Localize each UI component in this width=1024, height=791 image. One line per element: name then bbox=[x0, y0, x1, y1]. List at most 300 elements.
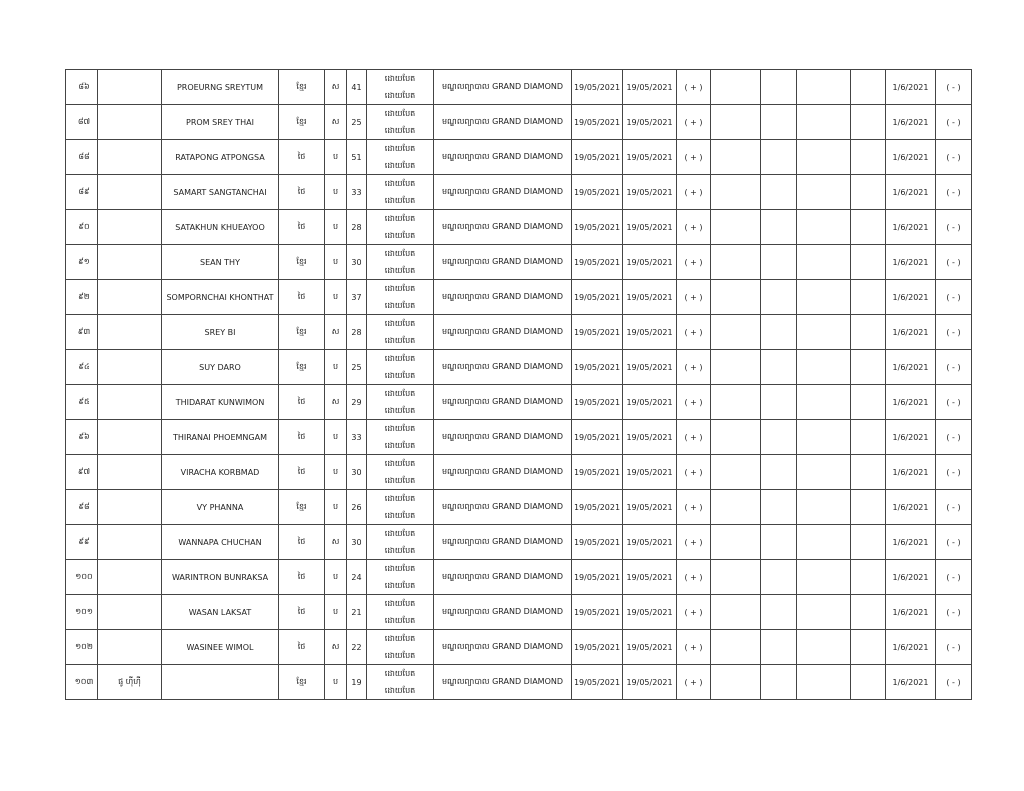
vaccine-line-1: ដោយបែត bbox=[384, 634, 416, 643]
empty-cell bbox=[851, 140, 886, 175]
negative-result-cell: ( - ) bbox=[936, 560, 972, 595]
empty-cell bbox=[797, 140, 851, 175]
sex-cell: ស bbox=[325, 105, 347, 140]
positive-result-cell: ( + ) bbox=[677, 490, 711, 525]
result-date-cell: 19/05/2021 bbox=[623, 490, 677, 525]
discharge-date-cell: 1/6/2021 bbox=[886, 210, 936, 245]
empty-cell bbox=[711, 70, 761, 105]
positive-result-cell: ( + ) bbox=[677, 315, 711, 350]
vaccine-line-1: ដោយបែត bbox=[384, 354, 416, 363]
discharge-date-cell: 1/6/2021 bbox=[886, 525, 936, 560]
sex-cell: ប bbox=[325, 175, 347, 210]
sex-cell: ប bbox=[325, 490, 347, 525]
table-body bbox=[66, 70, 972, 700]
empty-cell bbox=[711, 140, 761, 175]
vaccine-line-1: ដោយបែត bbox=[384, 179, 416, 188]
alias-cell bbox=[98, 245, 162, 280]
sex-cell: ស bbox=[325, 385, 347, 420]
result-date-cell: 19/05/2021 bbox=[623, 665, 677, 700]
treatment-site-cell: មណ្ឌលព្យាបាល GRAND DIAMOND bbox=[434, 280, 572, 315]
alias-cell bbox=[98, 385, 162, 420]
vaccine-cell bbox=[367, 630, 434, 665]
negative-result-cell: ( - ) bbox=[936, 385, 972, 420]
vaccine-line-1: ដោយបែត bbox=[384, 74, 416, 83]
nationality-cell: ខ្មែរ bbox=[279, 70, 325, 105]
vaccine-line-2: ដោយបែត bbox=[384, 231, 416, 240]
vaccine-cell bbox=[367, 175, 434, 210]
empty-cell bbox=[851, 420, 886, 455]
vaccine-line-2: ដោយបែត bbox=[384, 441, 416, 450]
empty-cell bbox=[851, 105, 886, 140]
sex-cell: ប bbox=[325, 420, 347, 455]
nationality-cell: ថៃ bbox=[279, 525, 325, 560]
discharge-date-cell: 1/6/2021 bbox=[886, 105, 936, 140]
empty-cell bbox=[797, 280, 851, 315]
empty-cell bbox=[851, 665, 886, 700]
vaccine-cell bbox=[367, 210, 434, 245]
vaccine-line-1: ដោយបែត bbox=[384, 564, 416, 573]
age-cell: 24 bbox=[347, 560, 367, 595]
alias-cell bbox=[98, 350, 162, 385]
empty-cell bbox=[851, 315, 886, 350]
vaccine-line-1: ដោយបែត bbox=[384, 214, 416, 223]
vaccine-cell bbox=[367, 140, 434, 175]
nationality-cell: ថៃ bbox=[279, 420, 325, 455]
positive-result-cell: ( + ) bbox=[677, 595, 711, 630]
vaccine-line-1: ដោយបែត bbox=[384, 389, 416, 398]
alias-cell bbox=[98, 105, 162, 140]
name-cell: SEAN THY bbox=[162, 245, 279, 280]
vaccine-line-1: ដោយបែត bbox=[384, 249, 416, 258]
age-cell: 37 bbox=[347, 280, 367, 315]
empty-cell bbox=[761, 560, 797, 595]
row-number: ៨៨ bbox=[66, 140, 98, 175]
age-cell: 30 bbox=[347, 245, 367, 280]
vaccine-line-1: ដោយបែត bbox=[384, 529, 416, 538]
age-cell: 33 bbox=[347, 420, 367, 455]
empty-cell bbox=[711, 525, 761, 560]
empty-cell bbox=[761, 105, 797, 140]
treatment-site-cell: មណ្ឌលព្យាបាល GRAND DIAMOND bbox=[434, 70, 572, 105]
vaccine-line-2: ដោយបែត bbox=[384, 581, 416, 590]
result-date-cell: 19/05/2021 bbox=[623, 210, 677, 245]
test-date-cell: 19/05/2021 bbox=[572, 315, 623, 350]
empty-cell bbox=[761, 175, 797, 210]
vaccine-line-1: ដោយបែត bbox=[384, 319, 416, 328]
empty-cell bbox=[711, 105, 761, 140]
alias-cell bbox=[98, 175, 162, 210]
test-date-cell: 19/05/2021 bbox=[572, 525, 623, 560]
treatment-site-cell: មណ្ឌលព្យាបាល GRAND DIAMOND bbox=[434, 315, 572, 350]
nationality-cell: ខ្មែរ bbox=[279, 490, 325, 525]
vaccine-line-1: ដោយបែត bbox=[384, 109, 416, 118]
discharge-date-cell: 1/6/2021 bbox=[886, 280, 936, 315]
negative-result-cell: ( - ) bbox=[936, 630, 972, 665]
positive-result-cell: ( + ) bbox=[677, 105, 711, 140]
sex-cell: ស bbox=[325, 525, 347, 560]
name-cell: SATAKHUN KHUEAYOO bbox=[162, 210, 279, 245]
empty-cell bbox=[761, 665, 797, 700]
name-cell: SAMART SANGTANCHAI bbox=[162, 175, 279, 210]
test-date-cell: 19/05/2021 bbox=[572, 420, 623, 455]
treatment-site-cell: មណ្ឌលព្យាបាល GRAND DIAMOND bbox=[434, 210, 572, 245]
test-date-cell: 19/05/2021 bbox=[572, 455, 623, 490]
empty-cell bbox=[797, 315, 851, 350]
empty-cell bbox=[851, 455, 886, 490]
sex-cell: ប bbox=[325, 665, 347, 700]
empty-cell bbox=[851, 350, 886, 385]
negative-result-cell: ( - ) bbox=[936, 490, 972, 525]
name-cell: VY PHANNA bbox=[162, 490, 279, 525]
vaccine-line-1: ដោយបែត bbox=[384, 424, 416, 433]
row-number: ៩៣ bbox=[66, 315, 98, 350]
empty-cell bbox=[797, 210, 851, 245]
empty-cell bbox=[711, 210, 761, 245]
sex-cell: ប bbox=[325, 280, 347, 315]
alias-cell bbox=[98, 455, 162, 490]
discharge-date-cell: 1/6/2021 bbox=[886, 420, 936, 455]
empty-cell bbox=[761, 245, 797, 280]
negative-result-cell: ( - ) bbox=[936, 280, 972, 315]
table-row bbox=[66, 385, 972, 420]
vaccine-line-2: ដោយបែត bbox=[384, 511, 416, 520]
table-row bbox=[66, 175, 972, 210]
empty-cell bbox=[851, 210, 886, 245]
name-cell: VIRACHA KORBMAD bbox=[162, 455, 279, 490]
row-number: ៩០ bbox=[66, 210, 98, 245]
empty-cell bbox=[711, 455, 761, 490]
test-date-cell: 19/05/2021 bbox=[572, 280, 623, 315]
sex-cell: ស bbox=[325, 315, 347, 350]
empty-cell bbox=[761, 630, 797, 665]
sex-cell: ប bbox=[325, 350, 347, 385]
result-date-cell: 19/05/2021 bbox=[623, 560, 677, 595]
nationality-cell: ខ្មែរ bbox=[279, 350, 325, 385]
alias-cell: ផូ ហ៊ីហ៊ី bbox=[98, 665, 162, 700]
sex-cell: ស bbox=[325, 630, 347, 665]
empty-cell bbox=[711, 385, 761, 420]
empty-cell bbox=[761, 455, 797, 490]
empty-cell bbox=[797, 455, 851, 490]
negative-result-cell: ( - ) bbox=[936, 315, 972, 350]
negative-result-cell: ( - ) bbox=[936, 140, 972, 175]
nationality-cell: ថៃ bbox=[279, 210, 325, 245]
result-date-cell: 19/05/2021 bbox=[623, 630, 677, 665]
positive-result-cell: ( + ) bbox=[677, 350, 711, 385]
empty-cell bbox=[851, 385, 886, 420]
age-cell: 25 bbox=[347, 105, 367, 140]
empty-cell bbox=[761, 70, 797, 105]
row-number: ៩២ bbox=[66, 280, 98, 315]
negative-result-cell: ( - ) bbox=[936, 350, 972, 385]
empty-cell bbox=[761, 595, 797, 630]
row-number: ៩៥ bbox=[66, 385, 98, 420]
treatment-site-cell: មណ្ឌលព្យាបាល GRAND DIAMOND bbox=[434, 105, 572, 140]
table-row bbox=[66, 315, 972, 350]
vaccine-line-2: ដោយបែត bbox=[384, 476, 416, 485]
table-row bbox=[66, 70, 972, 105]
treatment-site-cell: មណ្ឌលព្យាបាល GRAND DIAMOND bbox=[434, 175, 572, 210]
empty-cell bbox=[797, 420, 851, 455]
empty-cell bbox=[711, 280, 761, 315]
discharge-date-cell: 1/6/2021 bbox=[886, 350, 936, 385]
name-cell: WANNAPA CHUCHAN bbox=[162, 525, 279, 560]
empty-cell bbox=[711, 420, 761, 455]
age-cell: 26 bbox=[347, 490, 367, 525]
nationality-cell: ថៃ bbox=[279, 175, 325, 210]
test-date-cell: 19/05/2021 bbox=[572, 210, 623, 245]
treatment-site-cell: មណ្ឌលព្យាបាល GRAND DIAMOND bbox=[434, 490, 572, 525]
test-date-cell: 19/05/2021 bbox=[572, 245, 623, 280]
negative-result-cell: ( - ) bbox=[936, 420, 972, 455]
discharge-date-cell: 1/6/2021 bbox=[886, 315, 936, 350]
age-cell: 30 bbox=[347, 525, 367, 560]
name-cell: RATAPONG ATPONGSA bbox=[162, 140, 279, 175]
nationality-cell: ខ្មែរ bbox=[279, 665, 325, 700]
treatment-site-cell: មណ្ឌលព្យាបាល GRAND DIAMOND bbox=[434, 560, 572, 595]
vaccine-cell bbox=[367, 595, 434, 630]
nationality-cell: ថៃ bbox=[279, 140, 325, 175]
result-date-cell: 19/05/2021 bbox=[623, 595, 677, 630]
sex-cell: ប bbox=[325, 140, 347, 175]
nationality-cell: ថៃ bbox=[279, 560, 325, 595]
discharge-date-cell: 1/6/2021 bbox=[886, 70, 936, 105]
result-date-cell: 19/05/2021 bbox=[623, 385, 677, 420]
discharge-date-cell: 1/6/2021 bbox=[886, 665, 936, 700]
treatment-site-cell: មណ្ឌលព្យាបាល GRAND DIAMOND bbox=[434, 350, 572, 385]
vaccine-cell bbox=[367, 560, 434, 595]
test-date-cell: 19/05/2021 bbox=[572, 560, 623, 595]
positive-result-cell: ( + ) bbox=[677, 455, 711, 490]
row-number: ៩៩ bbox=[66, 525, 98, 560]
name-cell: WASAN LAKSAT bbox=[162, 595, 279, 630]
empty-cell bbox=[797, 490, 851, 525]
positive-result-cell: ( + ) bbox=[677, 385, 711, 420]
vaccine-cell bbox=[367, 490, 434, 525]
vaccine-line-2: ដោយបែត bbox=[384, 91, 416, 100]
negative-result-cell: ( - ) bbox=[936, 665, 972, 700]
test-date-cell: 19/05/2021 bbox=[572, 70, 623, 105]
name-cell: SREY BI bbox=[162, 315, 279, 350]
treatment-site-cell: មណ្ឌលព្យាបាល GRAND DIAMOND bbox=[434, 665, 572, 700]
age-cell: 28 bbox=[347, 210, 367, 245]
vaccine-cell bbox=[367, 245, 434, 280]
vaccine-line-2: ដោយបែត bbox=[384, 616, 416, 625]
row-number: ១០៣ bbox=[66, 665, 98, 700]
vaccine-line-2: ដោយបែត bbox=[384, 196, 416, 205]
empty-cell bbox=[851, 595, 886, 630]
table-row bbox=[66, 665, 972, 700]
empty-cell bbox=[797, 595, 851, 630]
empty-cell bbox=[797, 70, 851, 105]
discharge-date-cell: 1/6/2021 bbox=[886, 140, 936, 175]
vaccine-cell bbox=[367, 385, 434, 420]
negative-result-cell: ( - ) bbox=[936, 105, 972, 140]
sex-cell: ប bbox=[325, 210, 347, 245]
treatment-site-cell: មណ្ឌលព្យាបាល GRAND DIAMOND bbox=[434, 525, 572, 560]
negative-result-cell: ( - ) bbox=[936, 455, 972, 490]
age-cell: 33 bbox=[347, 175, 367, 210]
row-number: ១០០ bbox=[66, 560, 98, 595]
vaccine-cell bbox=[367, 455, 434, 490]
empty-cell bbox=[711, 630, 761, 665]
alias-cell bbox=[98, 595, 162, 630]
empty-cell bbox=[851, 70, 886, 105]
table-row bbox=[66, 350, 972, 385]
name-cell bbox=[162, 665, 279, 700]
vaccine-line-2: ដោយបែត bbox=[384, 266, 416, 275]
alias-cell bbox=[98, 420, 162, 455]
empty-cell bbox=[851, 630, 886, 665]
empty-cell bbox=[711, 595, 761, 630]
empty-cell bbox=[761, 385, 797, 420]
result-date-cell: 19/05/2021 bbox=[623, 350, 677, 385]
alias-cell bbox=[98, 280, 162, 315]
empty-cell bbox=[851, 175, 886, 210]
positive-result-cell: ( + ) bbox=[677, 140, 711, 175]
table-row bbox=[66, 280, 972, 315]
empty-cell bbox=[711, 560, 761, 595]
sex-cell: ប bbox=[325, 595, 347, 630]
name-cell: SOMPORNCHAI KHONTHAT bbox=[162, 280, 279, 315]
result-date-cell: 19/05/2021 bbox=[623, 175, 677, 210]
empty-cell bbox=[797, 665, 851, 700]
discharge-date-cell: 1/6/2021 bbox=[886, 175, 936, 210]
result-date-cell: 19/05/2021 bbox=[623, 105, 677, 140]
vaccine-cell bbox=[367, 280, 434, 315]
discharge-date-cell: 1/6/2021 bbox=[886, 560, 936, 595]
treatment-site-cell: មណ្ឌលព្យាបាល GRAND DIAMOND bbox=[434, 455, 572, 490]
nationality-cell: ថៃ bbox=[279, 455, 325, 490]
empty-cell bbox=[797, 385, 851, 420]
positive-result-cell: ( + ) bbox=[677, 175, 711, 210]
test-date-cell: 19/05/2021 bbox=[572, 595, 623, 630]
age-cell: 30 bbox=[347, 455, 367, 490]
empty-cell bbox=[711, 490, 761, 525]
treatment-site-cell: មណ្ឌលព្យាបាល GRAND DIAMOND bbox=[434, 595, 572, 630]
vaccine-line-2: ដោយបែត bbox=[384, 126, 416, 135]
table-row bbox=[66, 630, 972, 665]
positive-result-cell: ( + ) bbox=[677, 245, 711, 280]
vaccine-cell bbox=[367, 420, 434, 455]
vaccine-cell bbox=[367, 105, 434, 140]
vaccine-line-2: ដោយបែត bbox=[384, 651, 416, 660]
empty-cell bbox=[761, 210, 797, 245]
test-date-cell: 19/05/2021 bbox=[572, 630, 623, 665]
table-row bbox=[66, 455, 972, 490]
sex-cell: ប bbox=[325, 560, 347, 595]
row-number: ៨៩ bbox=[66, 175, 98, 210]
row-number: ៨៧ bbox=[66, 105, 98, 140]
alias-cell bbox=[98, 140, 162, 175]
row-number: ៩៤ bbox=[66, 350, 98, 385]
vaccine-cell bbox=[367, 70, 434, 105]
positive-result-cell: ( + ) bbox=[677, 630, 711, 665]
vaccine-line-2: ដោយបែត bbox=[384, 686, 416, 695]
discharge-date-cell: 1/6/2021 bbox=[886, 630, 936, 665]
table-row bbox=[66, 595, 972, 630]
vaccine-line-2: ដោយបែត bbox=[384, 301, 416, 310]
name-cell: THIDARAT KUNWIMON bbox=[162, 385, 279, 420]
test-date-cell: 19/05/2021 bbox=[572, 175, 623, 210]
positive-result-cell: ( + ) bbox=[677, 210, 711, 245]
nationality-cell: ថៃ bbox=[279, 630, 325, 665]
alias-cell bbox=[98, 315, 162, 350]
vaccine-cell bbox=[367, 350, 434, 385]
sex-cell: ប bbox=[325, 455, 347, 490]
vaccine-cell bbox=[367, 525, 434, 560]
empty-cell bbox=[761, 315, 797, 350]
empty-cell bbox=[711, 315, 761, 350]
negative-result-cell: ( - ) bbox=[936, 175, 972, 210]
table-row bbox=[66, 140, 972, 175]
vaccine-line-1: ដោយបែត bbox=[384, 459, 416, 468]
empty-cell bbox=[711, 245, 761, 280]
result-date-cell: 19/05/2021 bbox=[623, 315, 677, 350]
name-cell: SUY DARO bbox=[162, 350, 279, 385]
treatment-site-cell: មណ្ឌលព្យាបាល GRAND DIAMOND bbox=[434, 385, 572, 420]
positive-result-cell: ( + ) bbox=[677, 70, 711, 105]
alias-cell bbox=[98, 70, 162, 105]
positive-result-cell: ( + ) bbox=[677, 525, 711, 560]
age-cell: 51 bbox=[347, 140, 367, 175]
vaccine-line-2: ដោយបែត bbox=[384, 406, 416, 415]
nationality-cell: ថៃ bbox=[279, 385, 325, 420]
alias-cell bbox=[98, 525, 162, 560]
discharge-date-cell: 1/6/2021 bbox=[886, 490, 936, 525]
age-cell: 25 bbox=[347, 350, 367, 385]
treatment-site-cell: មណ្ឌលព្យាបាល GRAND DIAMOND bbox=[434, 420, 572, 455]
empty-cell bbox=[851, 245, 886, 280]
sex-cell: ប bbox=[325, 245, 347, 280]
empty-cell bbox=[761, 140, 797, 175]
negative-result-cell: ( - ) bbox=[936, 595, 972, 630]
nationality-cell: ខ្មែរ bbox=[279, 105, 325, 140]
name-cell: WARINTRON BUNRAKSA bbox=[162, 560, 279, 595]
vaccine-line-1: ដោយបែត bbox=[384, 599, 416, 608]
row-number: ១០២ bbox=[66, 630, 98, 665]
name-cell: THIRANAI PHOEMNGAM bbox=[162, 420, 279, 455]
vaccine-line-1: ដោយបែត bbox=[384, 494, 416, 503]
vaccine-line-2: ដោយបែត bbox=[384, 546, 416, 555]
table-row bbox=[66, 490, 972, 525]
vaccine-line-2: ដោយបែត bbox=[384, 161, 416, 170]
age-cell: 29 bbox=[347, 385, 367, 420]
row-number: ៩១ bbox=[66, 245, 98, 280]
empty-cell bbox=[851, 280, 886, 315]
age-cell: 19 bbox=[347, 665, 367, 700]
empty-cell bbox=[761, 280, 797, 315]
empty-cell bbox=[797, 245, 851, 280]
table-row bbox=[66, 245, 972, 280]
empty-cell bbox=[711, 665, 761, 700]
treatment-site-cell: មណ្ឌលព្យាបាល GRAND DIAMOND bbox=[434, 630, 572, 665]
vaccine-line-2: ដោយបែត bbox=[384, 336, 416, 345]
discharge-date-cell: 1/6/2021 bbox=[886, 595, 936, 630]
row-number: ៨៦ bbox=[66, 70, 98, 105]
nationality-cell: ខ្មែរ bbox=[279, 315, 325, 350]
empty-cell bbox=[761, 420, 797, 455]
positive-result-cell: ( + ) bbox=[677, 665, 711, 700]
age-cell: 28 bbox=[347, 315, 367, 350]
alias-cell bbox=[98, 490, 162, 525]
test-date-cell: 19/05/2021 bbox=[572, 140, 623, 175]
result-date-cell: 19/05/2021 bbox=[623, 70, 677, 105]
table-row bbox=[66, 560, 972, 595]
vaccine-line-1: ដោយបែត bbox=[384, 144, 416, 153]
empty-cell bbox=[797, 525, 851, 560]
empty-cell bbox=[797, 105, 851, 140]
